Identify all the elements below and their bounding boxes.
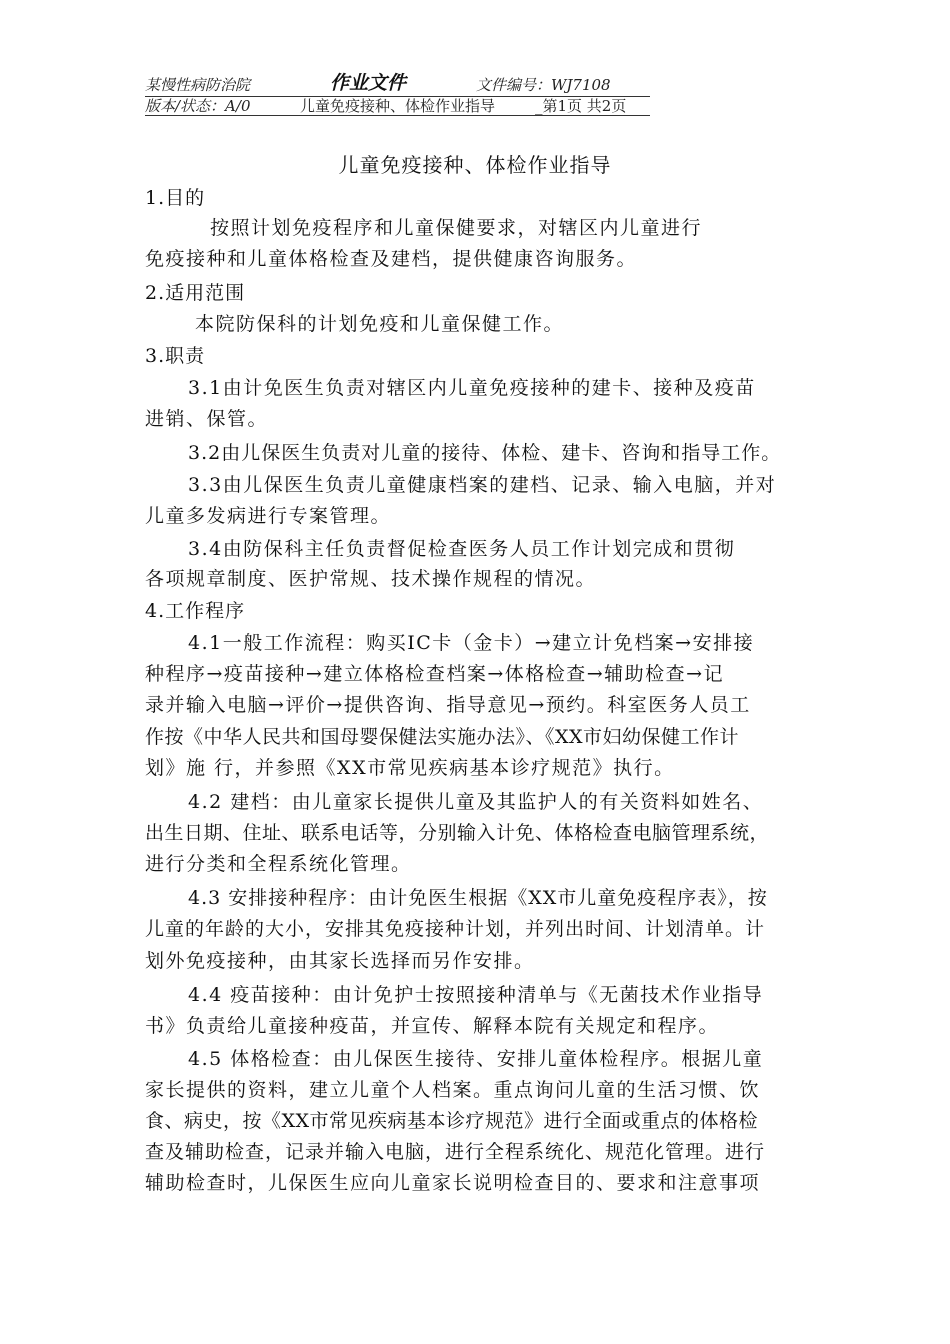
header-doc-number: 文件编号：WJ7108 xyxy=(476,76,611,94)
paragraph-line: 儿童多发病进行专案管理。 xyxy=(145,505,392,527)
paragraph-line: 4.2 建档：由儿童家长提供儿童及其监护人的有关资料如姓名、 xyxy=(188,791,764,813)
paragraph-line: 儿童的年龄的大小，安排其免疫接种计划，并列出时间、计划清单。计 xyxy=(145,918,766,940)
section-heading-purpose: 1.目的 xyxy=(145,187,206,209)
paragraph-line: 4.5 体格检查：由儿保医生接待、安排儿童体检程序。根据儿童 xyxy=(188,1048,764,1070)
paragraph-line: 3.2由儿保医生负责对儿童的接待、体检、建卡、咨询和指导工作。 xyxy=(188,442,782,464)
paragraph-line: 免疫接种和儿童体格检查及建档，提供健康咨询服务。 xyxy=(145,248,638,270)
paragraph-line: 种程序→疫苗接种→建立体格检查档案→体格检查→辅助检查→记 xyxy=(145,663,725,685)
paragraph-line: 3.1由计免医生负责对辖区内儿童免疫接种的建卡、接种及疫苗 xyxy=(188,377,756,399)
header-doc-name: 儿童免疫接种、体检作业指导 xyxy=(300,97,496,115)
header-org: 某慢性病防治院 xyxy=(145,76,251,94)
paragraph-line: 进销、保管。 xyxy=(145,408,269,430)
section-heading-scope: 2.适用范围 xyxy=(145,282,246,304)
paragraph-line: 4.1一般工作流程：购买IC卡（金卡）→建立计免档案→安排接 xyxy=(188,632,755,654)
header-doc-type: 作业文件 xyxy=(330,72,407,94)
paragraph-line: 出生日期、住址、联系电话等，分别输入计免、体格检查电脑管理系统， xyxy=(145,822,770,844)
document-title: 儿童免疫接种、体检作业指导 xyxy=(338,153,612,177)
paragraph-line: 录并输入电脑→评价→提供咨询、指导意见→预约。科室医务人员工 xyxy=(145,694,751,716)
section-heading-procedure: 4.工作程序 xyxy=(145,600,246,622)
paragraph-line: 按照计划免疫程序和儿童保健要求，对辖区内儿童进行 xyxy=(210,217,703,239)
paragraph-line: 进行分类和全程系统化管理。 xyxy=(145,853,412,875)
header-rule-2 xyxy=(145,115,650,116)
paragraph-line: 划外免疫接种，由其家长选择而另作安排。 xyxy=(145,950,535,972)
paragraph-line: 各项规章制度、医护常规、技术操作规程的情况。 xyxy=(145,568,597,590)
paragraph-line: 本院防保科的计划免疫和儿童保健工作。 xyxy=(195,313,565,335)
paragraph-line: 3.3由儿保医生负责儿童健康档案的建档、记录、输入电脑，并对 xyxy=(188,474,777,496)
paragraph-line: 书》负责给儿童接种疫苗，并宣传、解释本院有关规定和程序。 xyxy=(145,1015,720,1037)
paragraph-line: 家长提供的资料，建立儿童个人档案。重点询问儿童的生活习惯、饮 xyxy=(145,1079,761,1101)
paragraph-line: 4.4 疫苗接种：由计免护士按照接种清单与《无菌技术作业指导 xyxy=(188,984,764,1006)
paragraph-line: 4.3 安排接种程序：由计免医生根据《XX市儿童免疫程序表》，按 xyxy=(188,887,768,909)
paragraph-line: 食、病史，按《XX市常见疾病基本诊疗规范》进行全面或重点的体格检 xyxy=(145,1110,759,1132)
paragraph-line: 划》施 行，并参照《XX市常见疾病基本诊疗规范》执行。 xyxy=(145,757,675,779)
paragraph-line: 3.4由防保科主任负责督促检查医务人员工作计划完成和贯彻 xyxy=(188,538,736,560)
header-version: 版本/状态：A/0 xyxy=(145,97,251,115)
section-heading-responsibilities: 3.职责 xyxy=(145,345,206,367)
paragraph-line: 作按《中华人民共和国母婴保健法实施办法》、《XX市妇幼保健工作计 xyxy=(145,726,740,748)
paragraph-line: 辅助检查时，儿保医生应向儿童家长说明检查目的、要求和注意事项 xyxy=(145,1172,761,1194)
header-page-info: _第1页 共2页 xyxy=(535,97,627,115)
paragraph-line: 查及辅助检查，记录并输入电脑，进行全程系统化、规范化管理。进行 xyxy=(145,1141,766,1163)
